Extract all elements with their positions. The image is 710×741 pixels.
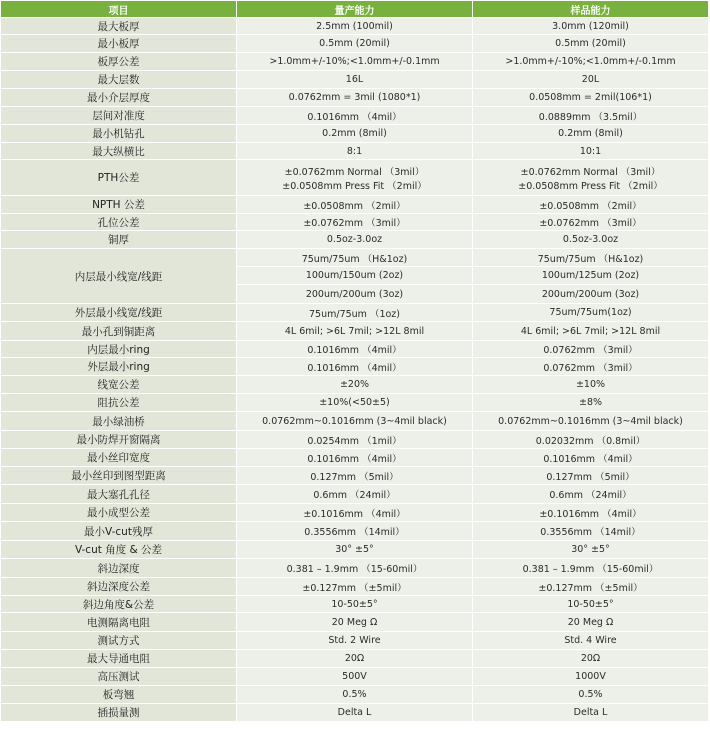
item-cell: 最小孔到铜距离	[1, 322, 237, 341]
sample-cell: 1000V	[473, 668, 709, 686]
table-row	[1, 412, 709, 431]
item-cell: 测试方式	[1, 632, 237, 650]
item-cell: 最小丝印到图型距离	[1, 467, 237, 485]
table-row	[1, 341, 709, 358]
mass-production-cell: 0.1016mm （4mil）	[237, 341, 473, 358]
item-cell: 插损量测	[1, 704, 237, 722]
mass-production-cell: 0.127mm （5mil）	[237, 467, 473, 485]
sample-cell: 0.127mm （5mil）	[473, 467, 709, 485]
value-line: ±0.0508mm Press Fit （2mil）	[282, 180, 427, 192]
sample-cell: 100um/125um (2oz)	[473, 267, 709, 285]
mass-production-cell: ±0.1016mm （4mil）	[237, 504, 473, 522]
sample-cell: 20 Meg Ω	[473, 613, 709, 632]
header-mass-production: 量产能力	[237, 1, 473, 18]
table-row	[1, 249, 709, 267]
table-row	[1, 596, 709, 613]
table-row	[1, 449, 709, 467]
sample-cell: 0.0762mm （3mil）	[473, 341, 709, 358]
mass-production-cell: 0.6mm （24mil）	[237, 485, 473, 504]
sample-cell: 0.3556mm （14mil）	[473, 522, 709, 541]
mass-production-cell: >1.0mm+/-10%;<1.0mm+/-0.1mm	[237, 53, 473, 71]
item-cell: 铜厚	[1, 231, 237, 249]
mass-production-cell: 0.2mm (8mil)	[237, 125, 473, 143]
sample-cell: ±0.1016mm （4mil）	[473, 504, 709, 522]
item-cell: 最小成型公差	[1, 504, 237, 522]
item-cell: 最小介层厚度	[1, 89, 237, 107]
sample-cell: 10-50±5°	[473, 596, 709, 613]
table-row	[1, 431, 709, 449]
item-cell: 最大导通电阻	[1, 650, 237, 668]
mass-production-cell: 0.5oz-3.0oz	[237, 231, 473, 249]
value-line: ±0.0762mm Normal （3mil）	[284, 166, 425, 178]
sample-cell: >1.0mm+/-10%;<1.0mm+/-0.1mm	[473, 53, 709, 71]
sample-cell: 0.5oz-3.0oz	[473, 231, 709, 249]
table-row	[1, 559, 709, 578]
sample-cell: ±0.127mm （±5mil）	[473, 578, 709, 596]
table-row	[1, 358, 709, 376]
table-row	[1, 467, 709, 485]
mass-production-cell: ±20%	[237, 376, 473, 394]
mass-production-cell: 20Ω	[237, 650, 473, 668]
mass-production-cell: 0.0762mm~0.1016mm (3~4mil black)	[237, 412, 473, 431]
sample-cell: 0.02032mm （0.8mil）	[473, 431, 709, 449]
sample-cell: 0.1016mm （4mil）	[473, 449, 709, 467]
sample-cell: ±0.0762mm （3mil）	[473, 214, 709, 231]
table-row	[1, 304, 709, 322]
table-row	[1, 613, 709, 632]
table-row	[1, 18, 709, 35]
table-header-row	[1, 1, 709, 18]
sample-cell: 4L 6mil; >6L 7mil; >12L 8mil	[473, 322, 709, 341]
mass-production-cell: 100um/150um (2oz)	[237, 267, 473, 285]
table-row	[1, 125, 709, 143]
sample-cell: Std. 4 Wire	[473, 632, 709, 650]
sample-cell: 10:1	[473, 143, 709, 160]
mass-production-cell: 0.0254mm （1mil）	[237, 431, 473, 449]
table-row	[1, 632, 709, 650]
mass-production-cell: ±10%(<50±5)	[237, 394, 473, 412]
item-cell: V-cut 角度 & 公差	[1, 541, 237, 559]
mass-production-cell: 0.0762mm = 3mil (1080*1)	[237, 89, 473, 107]
item-cell: 孔位公差	[1, 214, 237, 231]
mass-production-cell: 10-50±5°	[237, 596, 473, 613]
table-row	[1, 650, 709, 668]
table-row	[1, 504, 709, 522]
item-cell: 最小绿油桥	[1, 412, 237, 431]
sample-cell: 0.0889mm （3.5mil）	[473, 107, 709, 125]
item-cell: 板弯翘	[1, 686, 237, 704]
sample-cell: 0.2mm (8mil)	[473, 125, 709, 143]
table-row	[1, 376, 709, 394]
sample-cell: ±0.0508mm （2mil）	[473, 196, 709, 214]
item-cell: 最小V-cut残厚	[1, 522, 237, 541]
sample-cell: 20Ω	[473, 650, 709, 668]
table-row	[1, 107, 709, 125]
item-cell: 最小机钻孔	[1, 125, 237, 143]
item-cell: 最大板厚	[1, 18, 237, 35]
table-row	[1, 53, 709, 71]
sample-cell: 3.0mm (120mil)	[473, 18, 709, 35]
mass-production-cell: 4L 6mil; >6L 7mil; >12L 8mil	[237, 322, 473, 341]
item-cell: 斜边角度&公差	[1, 596, 237, 613]
mass-production-cell: 30° ±5°	[237, 541, 473, 559]
table-row	[1, 704, 709, 722]
item-cell: 高压测试	[1, 668, 237, 686]
table-row	[1, 686, 709, 704]
item-cell: 斜边深度	[1, 559, 237, 578]
sample-cell: 0.5%	[473, 686, 709, 704]
item-cell: 最小防焊开窗隔离	[1, 431, 237, 449]
item-cell: 阻抗公差	[1, 394, 237, 412]
sample-cell: 0.5mm (20mil)	[473, 35, 709, 53]
sample-cell: 20L	[473, 71, 709, 89]
item-cell: 斜边深度公差	[1, 578, 237, 596]
sample-cell: 0.0762mm~0.1016mm (3~4mil black)	[473, 412, 709, 431]
sample-cell: 0.381 – 1.9mm （15-60mil）	[473, 559, 709, 578]
mass-production-cell: ±0.0508mm （2mil）	[237, 196, 473, 214]
table-row	[1, 89, 709, 107]
table-row	[1, 394, 709, 412]
table-row	[1, 196, 709, 214]
mass-production-cell: Std. 2 Wire	[237, 632, 473, 650]
item-cell: 电测隔离电阻	[1, 613, 237, 632]
item-cell: 最小丝印宽度	[1, 449, 237, 467]
sample-cell: 200um/200um (3oz)	[473, 285, 709, 304]
item-cell: 线宽公差	[1, 376, 237, 394]
mass-production-cell: 0.1016mm （4mil）	[237, 449, 473, 467]
mass-production-cell: 0.381 – 1.9mm （15-60mil）	[237, 559, 473, 578]
mass-production-cell: 75um/75um （1oz)	[237, 304, 473, 322]
mass-production-cell: ±0.0762mm （3mil）	[237, 214, 473, 231]
item-cell: 外层最小ring	[1, 358, 237, 376]
table-row	[1, 214, 709, 231]
sample-cell: 0.0508mm = 2mil(106*1)	[473, 89, 709, 107]
sample-cell: 0.6mm （24mil）	[473, 485, 709, 504]
mass-production-cell: 0.3556mm （14mil）	[237, 522, 473, 541]
sample-cell: 30° ±5°	[473, 541, 709, 559]
table-row	[1, 668, 709, 686]
item-cell: 板厚公差	[1, 53, 237, 71]
mass-production-cell: 200um/200um (3oz)	[237, 285, 473, 304]
sample-cell: ±8%	[473, 394, 709, 412]
mass-production-cell: 8:1	[237, 143, 473, 160]
table-row	[1, 522, 709, 541]
item-cell: 内层最小ring	[1, 341, 237, 358]
header-item: 项目	[1, 1, 237, 18]
value-line: ±0.0508mm Press Fit （2mil）	[518, 180, 663, 192]
table-row	[1, 35, 709, 53]
mass-production-cell: 500V	[237, 668, 473, 686]
mass-production-cell: 0.5mm (20mil)	[237, 35, 473, 53]
sample-cell: 75um/75um(1oz)	[473, 304, 709, 322]
sample-cell: 75um/75um （H&1oz)	[473, 249, 709, 267]
mass-production-cell: ±0.127mm （±5mil）	[237, 578, 473, 596]
table-row	[1, 578, 709, 596]
table-row	[1, 160, 709, 196]
mass-production-cell: 16L	[237, 71, 473, 89]
mass-production-cell: Delta L	[237, 704, 473, 722]
item-cell: 最大纵横比	[1, 143, 237, 160]
sample-cell: ±10%	[473, 376, 709, 394]
table-row	[1, 541, 709, 559]
item-cell: 最大塞孔孔径	[1, 485, 237, 504]
item-cell: 外层最小线宽/线距	[1, 304, 237, 322]
mass-production-cell: 0.5%	[237, 686, 473, 704]
item-cell: NPTH 公差	[1, 196, 237, 214]
item-cell: 内层最小线宽/线距	[1, 249, 237, 304]
item-cell: 最大层数	[1, 71, 237, 89]
mass-production-cell: 75um/75um （H&1oz)	[237, 249, 473, 267]
value-line: ±0.0762mm Normal （3mil）	[520, 166, 661, 178]
item-cell: 层间对准度	[1, 107, 237, 125]
item-cell: 最小板厚	[1, 35, 237, 53]
sample-cell: Delta L	[473, 704, 709, 722]
mass-production-cell: 0.1016mm （4mil）	[237, 358, 473, 376]
item-cell: PTH公差	[1, 160, 237, 196]
mass-production-cell: 0.1016mm （4mil）	[237, 107, 473, 125]
table-body	[1, 18, 709, 722]
table-row	[1, 322, 709, 341]
mass-production-cell: 2.5mm (100mil)	[237, 18, 473, 35]
table-row	[1, 143, 709, 160]
table-row	[1, 231, 709, 249]
table-row	[1, 71, 709, 89]
mass-production-cell	[237, 160, 473, 196]
header-sample: 样品能力	[473, 1, 709, 18]
table-row	[1, 485, 709, 504]
sample-cell	[473, 160, 709, 196]
mass-production-cell: 20 Meg Ω	[237, 613, 473, 632]
sample-cell: 0.0762mm （3mil）	[473, 358, 709, 376]
